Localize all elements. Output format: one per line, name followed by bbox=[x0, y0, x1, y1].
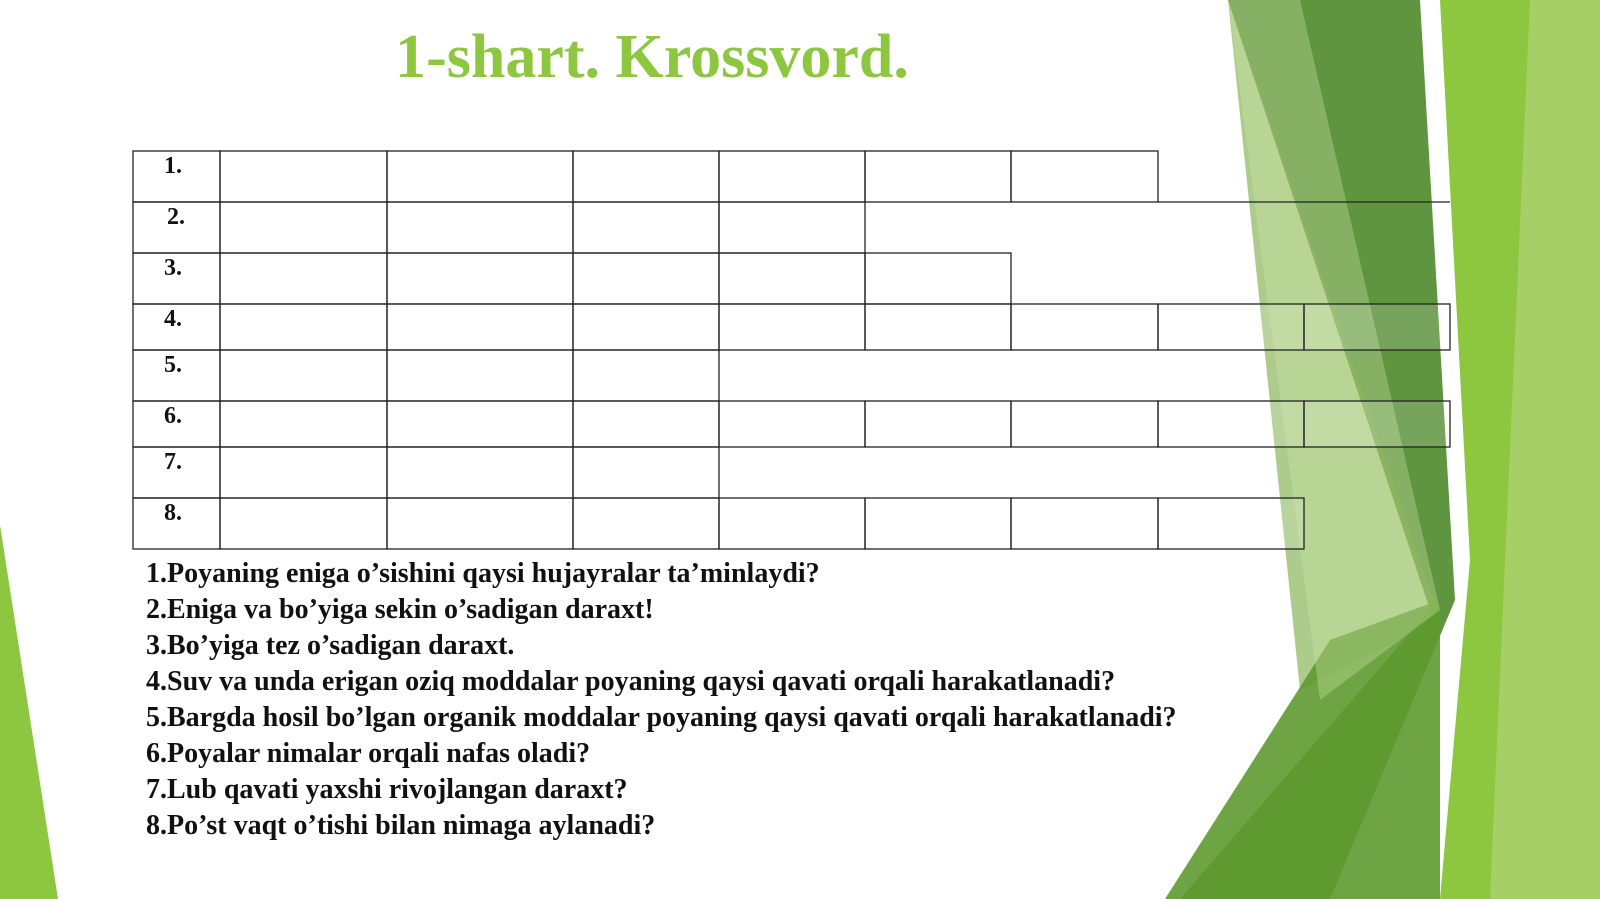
crossword-row-number: 5. bbox=[164, 352, 182, 378]
crossword-letter-cell[interactable] bbox=[1304, 401, 1450, 447]
clue-item: 4.Suv va unda erigan oziq moddalar poyaning qaysi qavati orqali harakatlanadi? bbox=[146, 666, 1116, 697]
crossword-letter-cell[interactable] bbox=[1158, 401, 1304, 447]
crossword-letter-cell[interactable] bbox=[220, 304, 387, 350]
crossword-row-number: 1. bbox=[164, 153, 182, 179]
crossword-letter-cell[interactable] bbox=[387, 447, 573, 498]
clue-item: 5.Bargda hosil bo’lgan organik moddalar poyaning qaysi qavati orqali harakatlanadi? bbox=[146, 702, 1177, 733]
clue-item: 3.Bo’yiga tez o’sadigan daraxt. bbox=[146, 630, 515, 661]
crossword-letter-cell[interactable] bbox=[387, 401, 573, 447]
crossword-row-number: 3. bbox=[164, 255, 182, 281]
crossword-letter-cell[interactable] bbox=[573, 498, 719, 549]
crossword-letter-cell[interactable] bbox=[719, 253, 865, 304]
crossword-letter-cell[interactable] bbox=[865, 498, 1011, 549]
crossword-letter-cell[interactable] bbox=[719, 151, 865, 202]
crossword-letter-cell[interactable] bbox=[719, 401, 865, 447]
crossword-letter-cell[interactable] bbox=[719, 498, 865, 549]
crossword-row-number: 7. bbox=[164, 449, 182, 475]
crossword-letter-cell[interactable] bbox=[1011, 401, 1158, 447]
clue-item: 7.Lub qavati yaxshi rivojlangan daraxt? bbox=[146, 774, 628, 805]
crossword-row-number: 8. bbox=[164, 500, 182, 526]
crossword-row-number: 4. bbox=[164, 306, 182, 332]
crossword-letter-cell[interactable] bbox=[865, 253, 1011, 304]
clue-item: 6.Poyalar nimalar orqali nafas oladi? bbox=[146, 738, 591, 769]
crossword-letter-cell[interactable] bbox=[387, 498, 573, 549]
crossword-letter-cell[interactable] bbox=[865, 401, 1011, 447]
crossword-letter-cell[interactable] bbox=[865, 151, 1011, 202]
crossword-letter-cell[interactable] bbox=[573, 350, 719, 401]
clue-item: 2.Eniga va bo’yiga sekin o’sadigan daraxt! bbox=[146, 594, 654, 625]
crossword-letter-cell[interactable] bbox=[719, 202, 865, 253]
crossword-letter-cell[interactable] bbox=[387, 151, 573, 202]
crossword-letter-cell[interactable] bbox=[573, 151, 719, 202]
crossword-letter-cell[interactable] bbox=[1158, 304, 1304, 350]
crossword-letter-cell[interactable] bbox=[573, 447, 719, 498]
clue-item: 1.Poyaning eniga o’sishini qaysi hujayralar ta’minlaydi? bbox=[146, 558, 820, 589]
crossword-letter-cell[interactable] bbox=[387, 304, 573, 350]
crossword-letter-cell[interactable] bbox=[387, 253, 573, 304]
crossword-letter-cell[interactable] bbox=[220, 202, 387, 253]
crossword-letter-cell[interactable] bbox=[220, 498, 387, 549]
crossword-letter-cell[interactable] bbox=[220, 151, 387, 202]
crossword-letter-cell[interactable] bbox=[220, 447, 387, 498]
crossword-letter-cell[interactable] bbox=[220, 401, 387, 447]
crossword-letter-cell[interactable] bbox=[1011, 498, 1158, 549]
clue-item: 8.Po’st vaqt o’tishi bilan nimaga aylanadi? bbox=[146, 810, 656, 841]
crossword-letter-cell[interactable] bbox=[220, 253, 387, 304]
crossword-letter-cell[interactable] bbox=[220, 350, 387, 401]
slide-title: 1-shart. Krossvord. bbox=[395, 23, 909, 91]
crossword-letter-cell[interactable] bbox=[573, 401, 719, 447]
crossword-letter-cell[interactable] bbox=[573, 202, 719, 253]
crossword-row-number: 6. bbox=[164, 403, 182, 429]
crossword-row-number: 2. bbox=[167, 204, 185, 230]
crossword-letter-cell[interactable] bbox=[865, 304, 1011, 350]
crossword-letter-cell[interactable] bbox=[1011, 151, 1158, 202]
crossword-letter-cell[interactable] bbox=[387, 350, 573, 401]
crossword-letter-cell[interactable] bbox=[387, 202, 573, 253]
crossword-letter-cell[interactable] bbox=[719, 304, 865, 350]
crossword-letter-cell[interactable] bbox=[573, 253, 719, 304]
crossword-letter-cell[interactable] bbox=[1011, 304, 1158, 350]
crossword-letter-cell[interactable] bbox=[1304, 304, 1450, 350]
clue-list bbox=[146, 556, 1177, 844]
crossword-letter-cell[interactable] bbox=[573, 304, 719, 350]
crossword-letter-cell[interactable] bbox=[1158, 498, 1304, 549]
